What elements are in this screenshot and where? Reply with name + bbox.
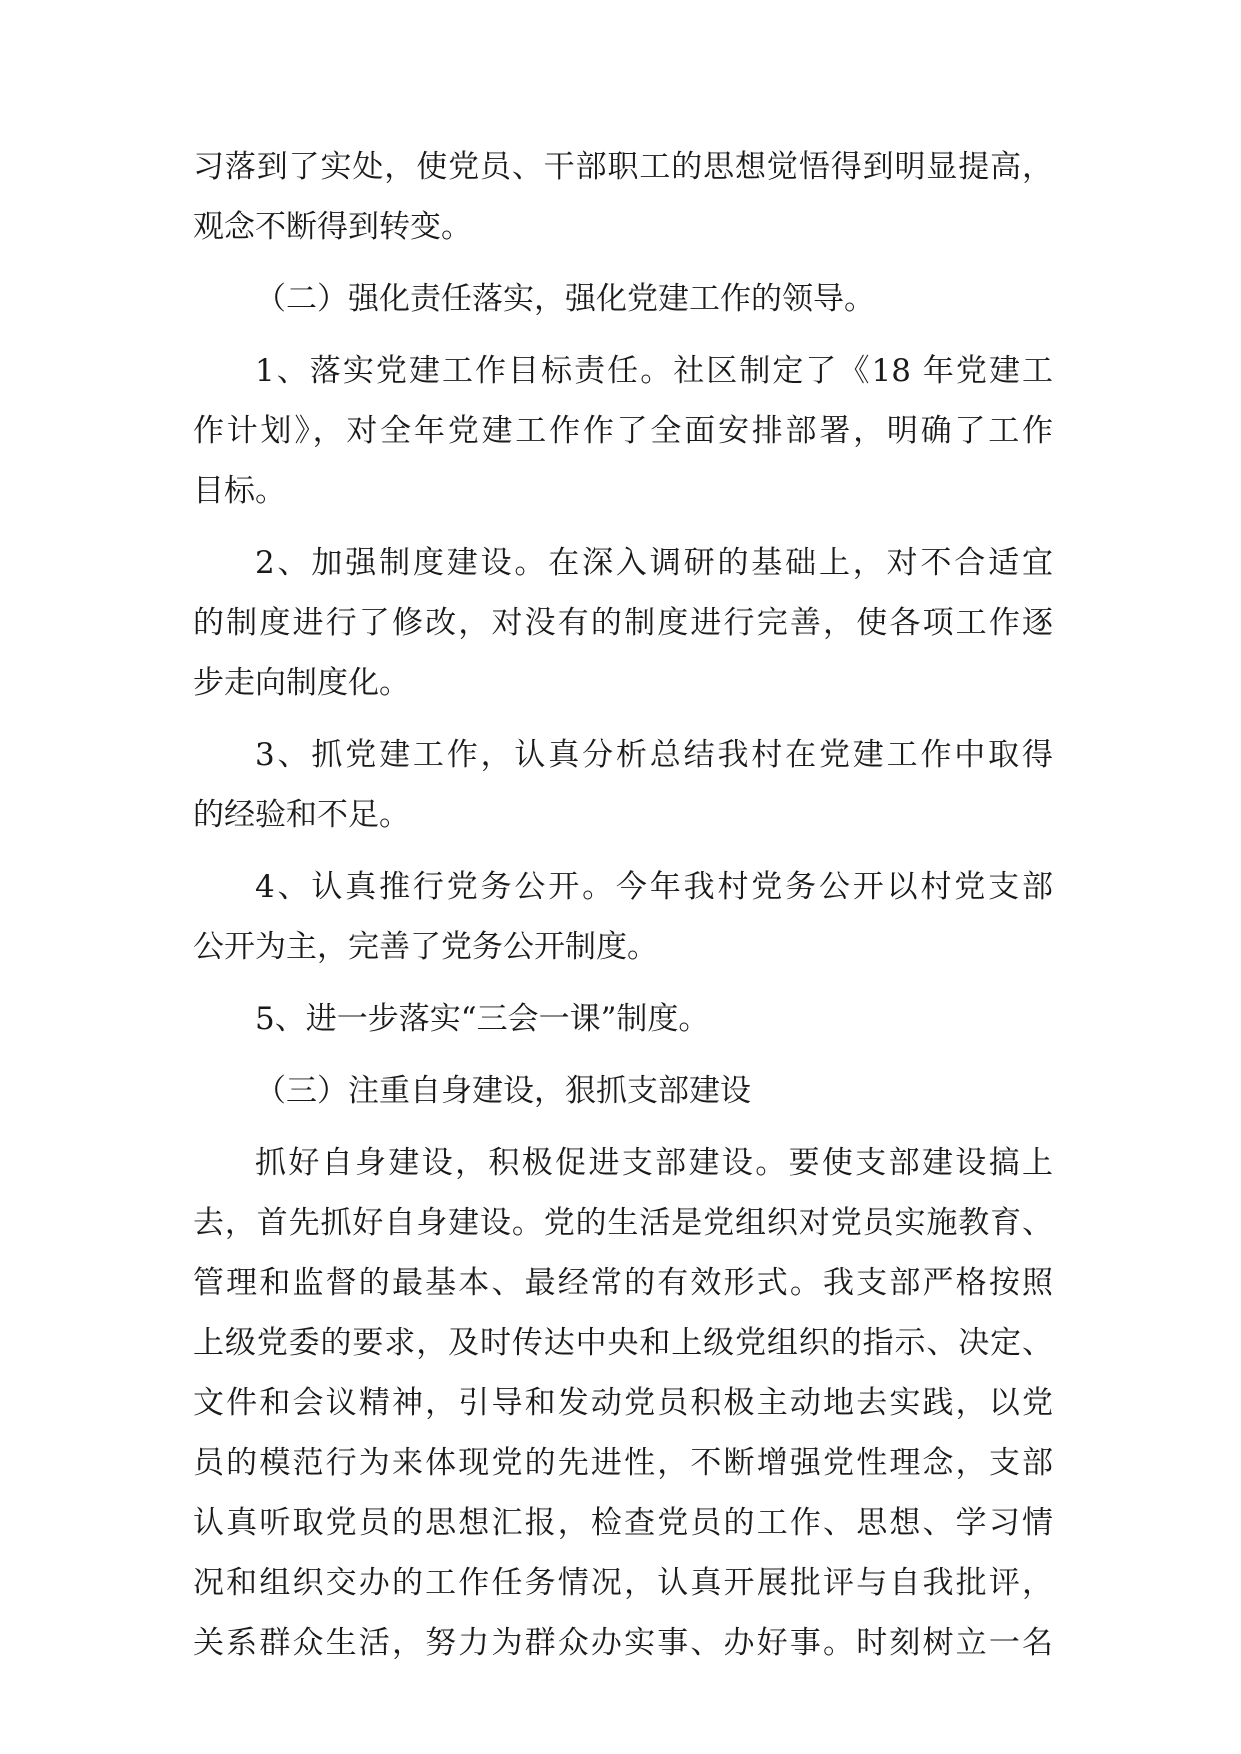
text-line: 5、进一步落实“三会一课”制度。 bbox=[255, 1001, 710, 1037]
paragraph bbox=[193, 341, 1053, 521]
text-line: 观念不断得到转变。 bbox=[193, 209, 472, 245]
paragraph bbox=[193, 533, 1053, 713]
text-line: 管理和监督的最基本、最经常的有效形式。我支部严格按照 bbox=[193, 1265, 1053, 1301]
section-heading bbox=[193, 269, 1053, 329]
text-line: 文件和会议精神，引导和发动党员积极主动地去实践，以党 bbox=[193, 1385, 1053, 1421]
text-line: 的经验和不足。 bbox=[193, 797, 410, 833]
text-line: 关系群众生活，努力为群众办实事、办好事。时刻树立一名 bbox=[193, 1625, 1053, 1661]
text-line: 习落到了实处，使党员、干部职工的思想觉悟得到明显提高， bbox=[193, 149, 1053, 185]
text-line: 步走向制度化。 bbox=[193, 665, 410, 701]
paragraph bbox=[193, 989, 1053, 1049]
heading-text: （二）强化责任落实，强化党建工作的领导。 bbox=[255, 281, 875, 317]
document-body bbox=[193, 137, 1053, 1673]
text-line: 2、加强制度建设。在深入调研的基础上，对不合适宜 bbox=[255, 545, 1053, 581]
text-line: 去，首先抓好自身建设。党的生活是党组织对党员实施教育、 bbox=[193, 1205, 1053, 1241]
text-line: 4、认真推行党务公开。今年我村党务公开以村党支部 bbox=[255, 869, 1053, 905]
text-line: 上级党委的要求，及时传达中央和上级党组织的指示、决定、 bbox=[193, 1325, 1053, 1361]
paragraph bbox=[193, 725, 1053, 845]
text-line: 员的模范行为来体现党的先进性，不断增强党性理念，支部 bbox=[193, 1445, 1053, 1481]
text-line: 抓好自身建设，积极促进支部建设。要使支部建设搞上 bbox=[255, 1145, 1053, 1181]
heading-text: （三）注重自身建设，狠抓支部建设 bbox=[255, 1073, 751, 1109]
text-line: 认真听取党员的思想汇报，检查党员的工作、思想、学习情 bbox=[193, 1505, 1053, 1541]
section-heading bbox=[193, 1061, 1053, 1121]
paragraph bbox=[193, 137, 1053, 257]
text-line: 1、落实党建工作目标责任。社区制定了《18 年党建工 bbox=[255, 353, 1053, 389]
paragraph bbox=[193, 1133, 1053, 1673]
text-line: 的制度进行了修改，对没有的制度进行完善，使各项工作逐 bbox=[193, 605, 1053, 641]
text-line: 况和组织交办的工作任务情况，认真开展批评与自我批评， bbox=[193, 1565, 1053, 1601]
text-line: 公开为主，完善了党务公开制度。 bbox=[193, 929, 658, 965]
text-line: 目标。 bbox=[193, 473, 286, 509]
paragraph bbox=[193, 857, 1053, 977]
text-line: 作计划》，对全年党建工作作了全面安排部署，明确了工作 bbox=[193, 413, 1053, 449]
text-line: 3、抓党建工作，认真分析总结我村在党建工作中取得 bbox=[255, 737, 1053, 773]
